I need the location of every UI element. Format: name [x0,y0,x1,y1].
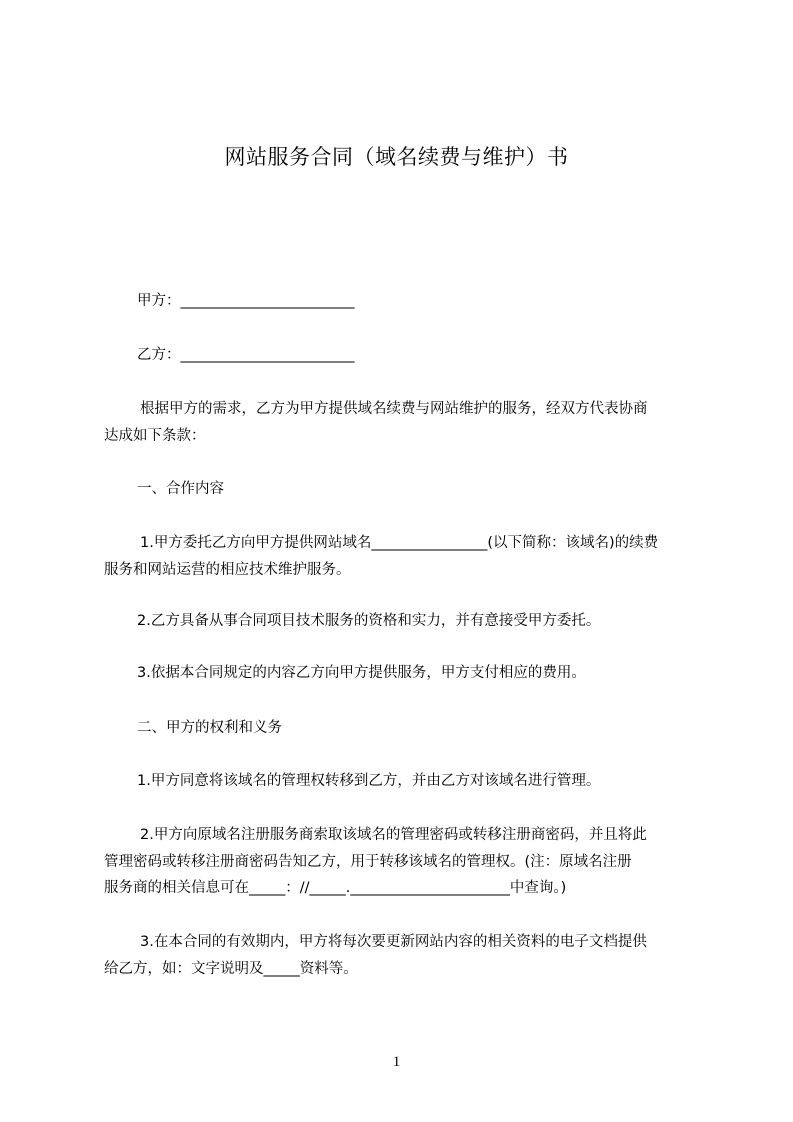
party-b-line: 乙方：________________________ [137,347,355,363]
section-1-item-3: 3.依据本合同规定的内容乙方向甲方提供服务，甲方支付相应的费用。 [137,665,586,681]
section-2-item-3-line-1: 3.在本合同的有效期内，甲方将每次要更新网站内容的相关资料的电子文档提供 [140,934,647,950]
section-2-item-2-line-1: 2.甲方向原域名注册服务商索取该域名的管理密码或转移注册商密码，并且将此 [140,827,647,843]
section-2-item-3-line-2: 给乙方，如：文字说明及_____资料等。 [104,961,358,977]
section-1-item-2: 2.乙方具备从事合同项目技术服务的资格和实力，并有意接受甲方委托。 [137,613,601,629]
section-2-item-2-line-2: 管理密码或转移注册商密码告知乙方，用于转移该域名的管理权。(注：原域名注册 [104,854,632,870]
page-number: 1 [392,1054,401,1070]
section-2-item-1: 1.甲方同意将该域名的管理权转移到乙方，并由乙方对该域名进行管理。 [137,773,601,789]
section-2-heading: 二、甲方的权利和义务 [137,720,282,736]
section-1-heading: 一、合作内容 [137,481,224,497]
section-2-item-2-line-3: 服务商的相关信息可在_____：//_____.______________________中查询。) [104,880,567,896]
intro-line-1: 根据甲方的需求，乙方为甲方提供域名续费与网站维护的服务，经双方代表协商 [140,401,648,417]
section-1-item-1-line-2: 服务和网站运营的相应技术维护服务。 [104,562,351,578]
intro-line-2: 达成如下条款： [104,428,206,444]
section-1-item-1-line-1: 1.甲方委托乙方向甲方提供网站域名________________(以下简称：该域名)的续费 [140,535,659,551]
page-title: 网站服务合同（域名续费与维护）书 [224,145,569,169]
party-a-line: 甲方：________________________ [137,293,355,309]
